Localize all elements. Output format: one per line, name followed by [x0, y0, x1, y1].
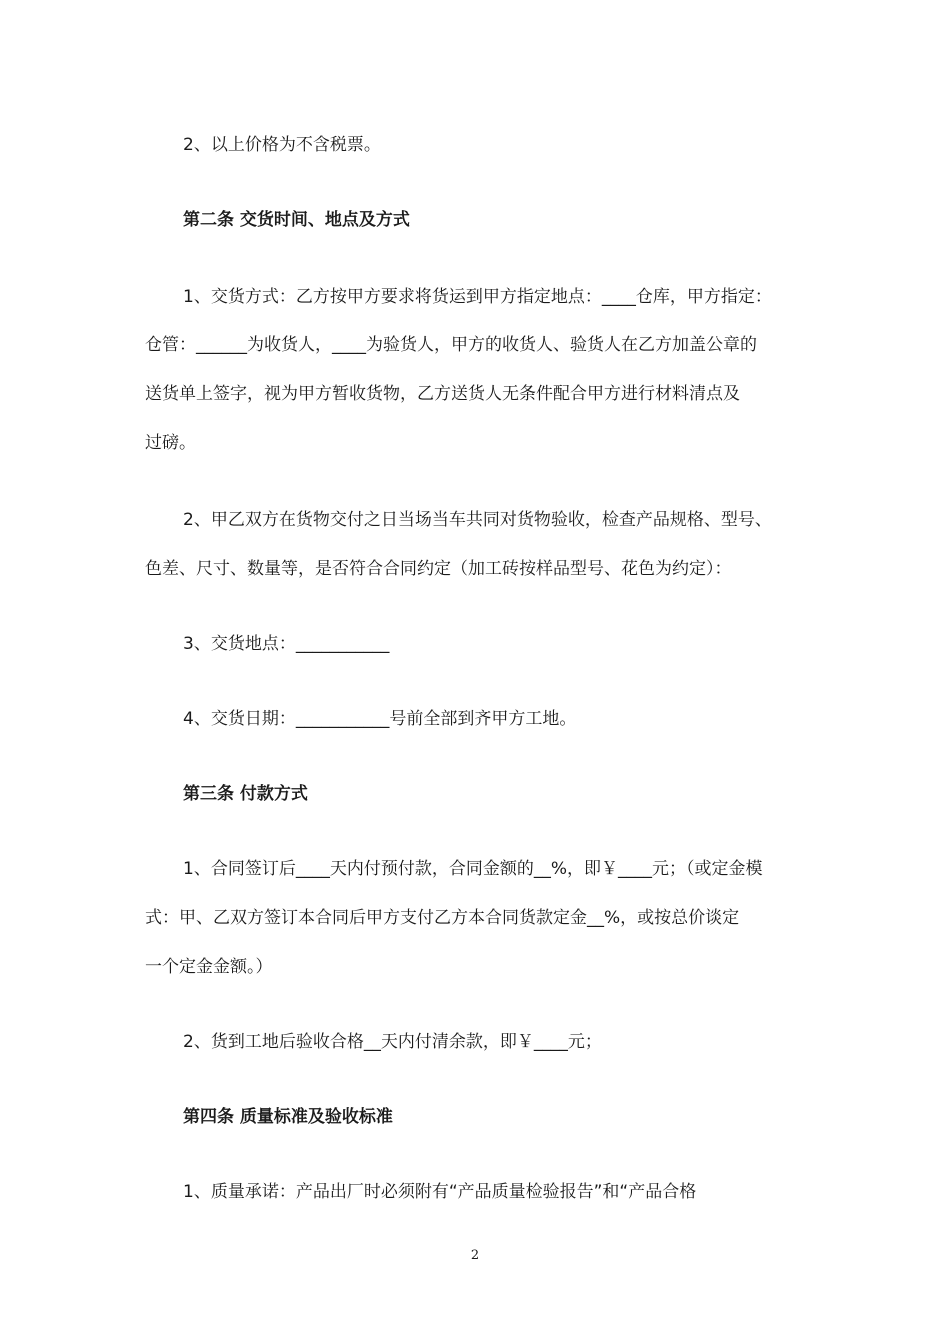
clause-delivery-method-cont: 仓管：______为收货人，____为验货人，甲方的收货人、验货人在乙方加盖公章的: [145, 335, 757, 355]
clause-delivery-method-cont: 过磅。: [145, 433, 196, 453]
section-heading-quality: 第四条 质量标准及验收标准: [183, 1107, 393, 1127]
clause-price-note: 2、以上价格为不含税票。: [183, 135, 381, 155]
clause-delivery-method-cont: 送货单上签字，视为甲方暂收货物，乙方送货人无条件配合甲方进行材料清点及: [145, 384, 740, 404]
clause-delivery-method: 1、交货方式：乙方按甲方要求将货运到甲方指定地点：____仓库，甲方指定：: [183, 287, 772, 307]
clause-advance-payment-cont: 式：甲、乙双方签订本合同后甲方支付乙方本合同货款定金__%，或按总价谈定: [145, 908, 740, 928]
clause-quality-promise: 1、质量承诺：产品出厂时必须附有“产品质量检验报告”和“产品合格: [183, 1182, 697, 1202]
clause-inspection-cont: 色差、尺寸、数量等，是否符合合同约定（加工砖按样品型号、花色为约定）：: [145, 559, 732, 579]
clause-advance-payment-cont: 一个定金金额。）: [145, 957, 273, 977]
page-number: 2: [470, 1248, 480, 1263]
clause-delivery-location: 3、交货地点：___________: [183, 634, 390, 654]
clause-inspection: 2、甲乙双方在货物交付之日当场当车共同对货物验收，检查产品规格、型号、: [183, 510, 772, 530]
clause-final-payment: 2、货到工地后验收合格__天内付清余款，即￥____元；: [183, 1032, 602, 1052]
section-heading-delivery: 第二条 交货时间、地点及方式: [183, 210, 410, 230]
section-heading-payment: 第三条 付款方式: [183, 784, 308, 804]
clause-advance-payment: 1、合同签订后____天内付预付款，合同金额的__%，即￥____元；（或定金模: [183, 859, 763, 879]
clause-delivery-date: 4、交货日期：___________号前全部到齐甲方工地。: [183, 709, 577, 729]
